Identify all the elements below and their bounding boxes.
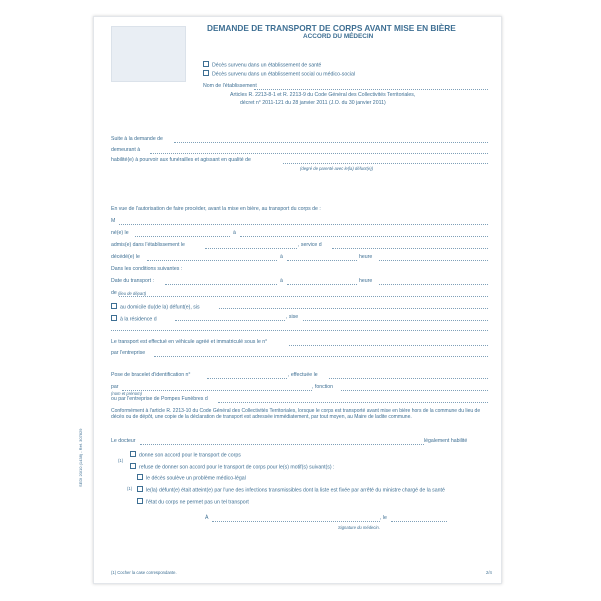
- death-minutes-field[interactable]: [379, 260, 488, 261]
- pompes-label: ou par l'entreprise de Pompes Funèbres d: [111, 396, 208, 402]
- heure-label-1: heure: [359, 254, 373, 260]
- transport-minutes-field[interactable]: [379, 284, 488, 285]
- death-time-field[interactable]: [287, 260, 357, 261]
- date-transport-label: Date du transport :: [111, 278, 154, 284]
- docteur-label: Le docteur: [111, 438, 136, 444]
- checkbox-icon[interactable]: [137, 486, 143, 492]
- option-residence[interactable]: à la résidence d: [111, 315, 157, 323]
- a-label-1: à: [233, 230, 236, 236]
- death-date-field[interactable]: [147, 260, 277, 261]
- domicile-field[interactable]: [219, 308, 488, 309]
- note-mark-2: (1): [127, 486, 133, 491]
- demeurant-label: demeurant à: [111, 147, 141, 153]
- signature-date-field[interactable]: [391, 521, 447, 522]
- deceased-name-field[interactable]: [119, 224, 488, 225]
- decede-label: décédé(e) le: [111, 254, 140, 260]
- checkbox-icon[interactable]: [130, 451, 136, 457]
- a-label-2: à: [280, 254, 283, 260]
- form-subtitle: ACCORD DU MÉDECIN: [303, 33, 374, 40]
- admission-date-field[interactable]: [205, 248, 297, 249]
- footer-note: (1) Cocher la case correspondante.: [111, 570, 177, 575]
- conformement-paragraph: Conformément à l'article R. 2213-10 du Code Général des Collectivités Territoriales, lorsque le corps est transporté avant mise en bière hors de la commune du lieu de décès ou de dépôt, une copie de la déclaration de transport est adressée immédiatement, par tout moyen, au Maire de ladite commune.: [111, 408, 481, 421]
- admis-label: admis(e) dans l'établissement le: [111, 242, 185, 248]
- nom-hint: (nom et prénom): [111, 391, 142, 396]
- fonction-field[interactable]: [341, 390, 488, 391]
- vehicle-label: Le transport est effectué en véhicule agréé et immatriculé sous le n°: [111, 339, 268, 345]
- checkbox-icon[interactable]: [130, 463, 136, 469]
- signature-le-label: , le: [380, 515, 387, 521]
- heure-label-2: heure: [359, 278, 373, 284]
- suite-label: Suite à la demande de: [111, 136, 163, 142]
- bracelet-number-field[interactable]: [207, 378, 287, 379]
- m-label: M: [111, 218, 116, 224]
- transport-date-field[interactable]: [165, 284, 277, 285]
- option-social-establishment[interactable]: Décès survenu dans un établissement social ou médico-social: [203, 70, 355, 78]
- option-domicile[interactable]: au domicile du(de la) défunt(e), sis: [111, 303, 200, 311]
- bracelet-date-field[interactable]: [329, 378, 488, 379]
- option-donne[interactable]: donne son accord pour le transport de corps: [130, 451, 241, 459]
- service-label: , service d: [298, 242, 322, 248]
- stamp-area: [111, 26, 186, 82]
- degre-hint: (degré de parenté avec le(la) défunt(e)): [300, 166, 374, 171]
- form-title: DEMANDE DE TRANSPORT DE CORPS AVANT MISE EN BIÈRE: [207, 23, 456, 33]
- address-extra-field[interactable]: [111, 330, 488, 331]
- option-health-establishment[interactable]: Décès survenu dans un établissement de santé: [203, 61, 321, 69]
- checkbox-icon[interactable]: [137, 474, 143, 480]
- a-label-3: à: [280, 278, 283, 284]
- effectuee-label: , effectuée le: [288, 372, 318, 378]
- fonction-label: , fonction: [312, 384, 334, 390]
- departure-place-field[interactable]: [119, 296, 488, 297]
- bracelet-name-field[interactable]: [122, 390, 312, 391]
- transport-time-field[interactable]: [287, 284, 357, 285]
- authorization-intro: En vue de l'autorisation de faire procéder, avant la mise en bière, au transport du corps de :: [111, 206, 321, 212]
- vehicle-number-field[interactable]: [289, 345, 488, 346]
- sise-field[interactable]: [303, 320, 488, 321]
- option-refuse[interactable]: refuse de donner son accord pour le transport de corps pour le(s) motif(s) suivant(s) :: [130, 463, 334, 471]
- checkbox-icon[interactable]: [203, 70, 209, 76]
- suite-field[interactable]: [174, 142, 488, 143]
- checkbox-icon[interactable]: [111, 303, 117, 309]
- articles-line-1: Articles R. 2213-8-1 et R. 2213-9 du Code Général des Collectivités Territoriales,: [230, 92, 416, 98]
- de-label: de: [111, 290, 117, 296]
- lieu-hint: (lieu de départ): [118, 291, 147, 296]
- signature-place-field[interactable]: [212, 521, 380, 522]
- qualite-field[interactable]: [283, 163, 488, 164]
- habilite-label: habilité(e) à pourvoir aux funérailles et agissant en qualité de: [111, 157, 251, 163]
- birth-date-field[interactable]: [135, 236, 230, 237]
- page-number: 2/4: [486, 570, 492, 575]
- option-etat[interactable]: l'état du corps ne permet pas un tel transport: [137, 498, 249, 506]
- service-field[interactable]: [332, 248, 488, 249]
- bracelet-label: Pose de bracelet d'identification n°: [111, 372, 191, 378]
- pompes-field[interactable]: [218, 402, 488, 403]
- par-label: par: [111, 384, 119, 390]
- establishment-name-label: Nom de l'établissement: [203, 83, 257, 89]
- conditions-label: Dans les conditions suivantes :: [111, 266, 183, 272]
- side-reference-code: SEDI 20/10 (1438) - Réf. 307829: [78, 428, 83, 487]
- note-mark-1: (1): [118, 458, 124, 463]
- checkbox-icon[interactable]: [137, 498, 143, 504]
- signature-label: Signature du médecin.: [338, 525, 380, 530]
- option-probleme[interactable]: le décès soulève un problème médico-légal: [137, 474, 246, 482]
- option-infection[interactable]: le(la) défunt(e) était atteint(e) par l'une des infections transmissibles dont la liste est fixée par arrêté du ministre chargé de la santé: [137, 486, 445, 494]
- doctor-name-field[interactable]: [140, 444, 424, 445]
- checkbox-icon[interactable]: [111, 315, 117, 321]
- checkbox-icon[interactable]: [203, 61, 209, 67]
- sise-label: , sise: [286, 314, 299, 320]
- articles-line-2: décret n° 2011-121 du 28 janvier 2011 (J.O. du 30 janvier 2011): [240, 100, 386, 106]
- form-sheet: [78, 16, 502, 584]
- establishment-name-field[interactable]: [254, 89, 488, 90]
- legalement-label: légalement habilité: [424, 438, 468, 444]
- signature-a-label: À: [205, 515, 209, 521]
- residence-field[interactable]: [175, 320, 285, 321]
- entreprise-field[interactable]: [154, 356, 488, 357]
- entreprise-label: par l'entreprise: [111, 350, 146, 356]
- demeurant-field[interactable]: [150, 153, 488, 154]
- birth-place-field[interactable]: [240, 236, 488, 237]
- ne-label: né(e) le: [111, 230, 129, 236]
